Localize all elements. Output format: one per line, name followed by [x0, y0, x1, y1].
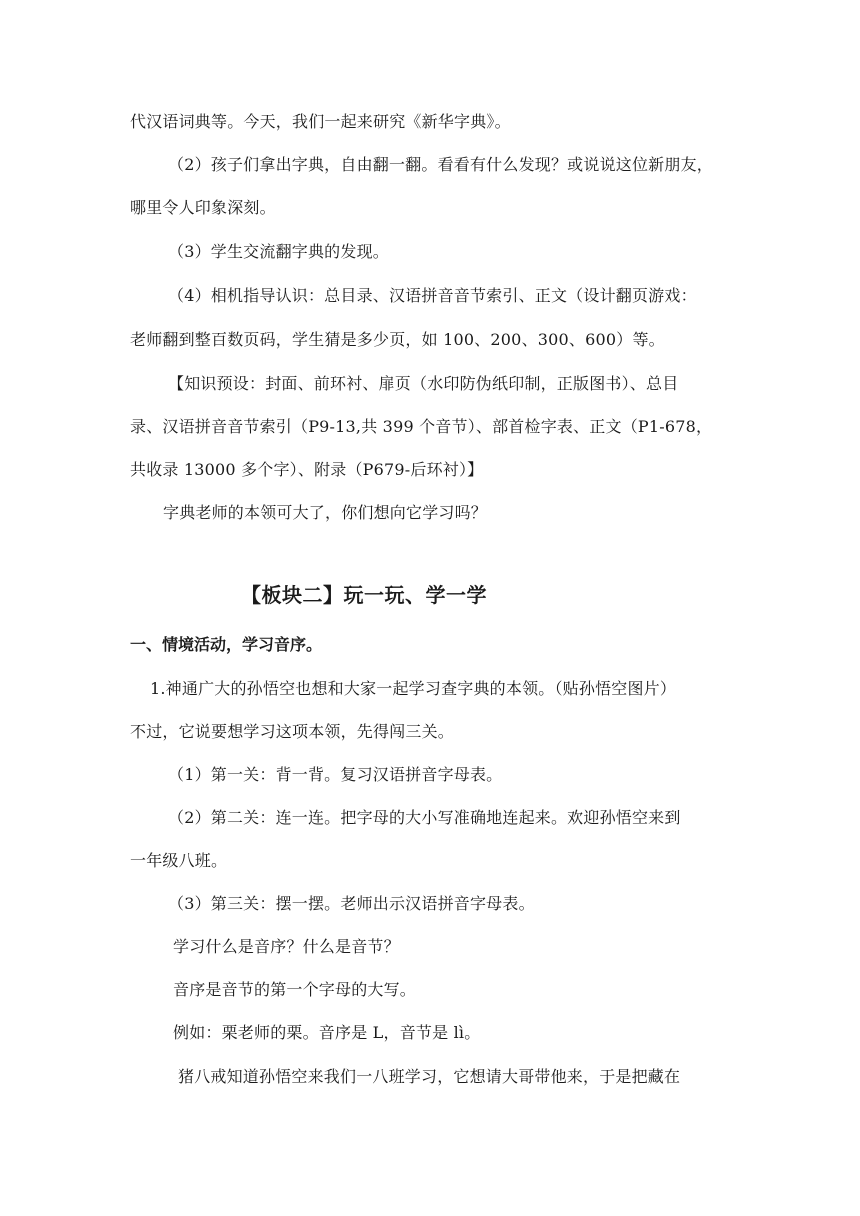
paragraph-line: （3）学生交流翻字典的发现。 [168, 242, 389, 261]
paragraph-line: 录、汉语拼音音节索引（P9-13,共 399 个音节）、部首检字表、正文（P1-678， [130, 417, 713, 436]
paragraph-line: 共收录 13000 多个字）、附录（P679-后环衬）】 [130, 460, 484, 479]
paragraph-line: 1.神通广大的孙悟空也想和大家一起学习查字典的本领。（贴孙悟空图片） [150, 679, 677, 698]
paragraph-line: 一年级八班。 [130, 851, 228, 870]
paragraph-line: （1）第一关：背一背。复习汉语拼音字母表。 [168, 765, 503, 784]
paragraph-line: 猪八戒知道孙悟空来我们一八班学习，它想请大哥带他来，于是把藏在 [178, 1067, 681, 1086]
paragraph-line: 不过，它说要想学习这项本领，先得闯三关。 [130, 722, 455, 741]
paragraph-line: （2）孩子们拿出字典，自由翻一翻。看看有什么发现？或说说这位新朋友， [168, 155, 713, 174]
subsection-title: 一、情境活动，学习音序。 [130, 635, 323, 654]
paragraph-line: 代汉语词典等。今天，我们一起来研究《新华字典》。 [130, 112, 511, 131]
paragraph-line: （4）相机指导认识：总目录、汉语拼音音节索引、正文（设计翻页游戏： [168, 286, 697, 305]
paragraph-line: 字典老师的本领可大了，你们想向它学习吗？ [163, 503, 488, 522]
paragraph-line: 学习什么是音序？什么是音节？ [173, 937, 400, 956]
paragraph-line: 【知识预设：封面、前环衬、扉页（水印防伪纸印制，正版图书）、总目 [168, 374, 679, 393]
paragraph-line: （3）第三关：摆一摆。老师出示汉语拼音字母表。 [168, 894, 535, 913]
paragraph-line: 哪里令人印象深刻。 [130, 198, 276, 217]
paragraph-line: 例如：栗老师的栗。音序是 L，音节是 lì。 [173, 1023, 481, 1042]
paragraph-line: （2）第二关：连一连。把字母的大小写准确地连起来。欢迎孙悟空来到 [168, 808, 681, 827]
paragraph-line: 音序是音节的第一个字母的大写。 [173, 980, 417, 999]
paragraph-line: 老师翻到整百数页码，学生猜是多少页，如 100、200、300、600）等。 [130, 330, 665, 349]
section-title: 【板块二】玩一玩、学一学 [241, 583, 487, 607]
